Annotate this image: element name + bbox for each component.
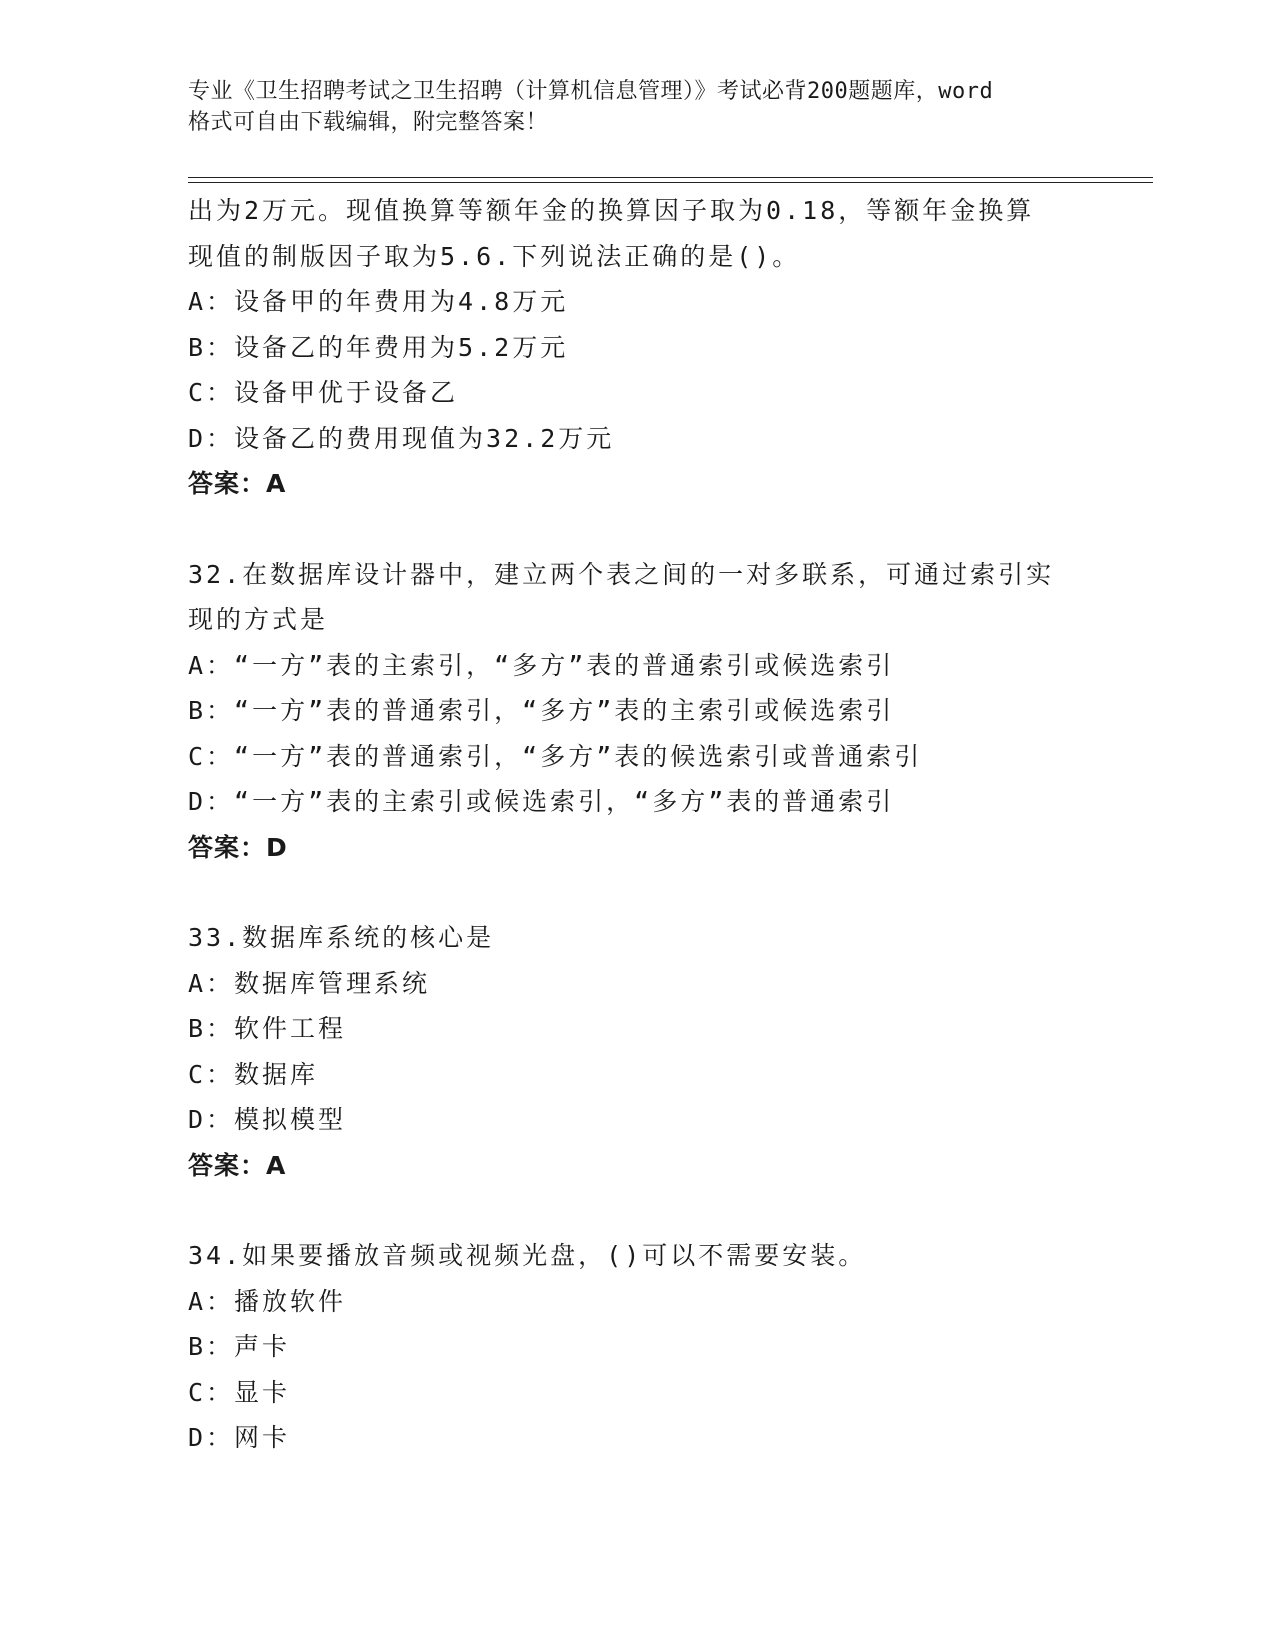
document-header (188, 76, 1108, 138)
question-block (188, 188, 1148, 507)
option-a: A：设备甲的年费用为4.8万元 (188, 287, 569, 316)
option-b: B：设备乙的年费用为5.2万元 (188, 332, 569, 362)
option-d: D：网卡 (188, 1423, 291, 1452)
question-text-line: 现值的制版因子取为5.6.下列说法正确的是()。 (188, 241, 801, 271)
option-d: D：“一方”表的主索引或候选索引，“多方”表的普通索引 (188, 787, 895, 816)
question-block (188, 1233, 1148, 1461)
option-d: D：模拟模型 (188, 1105, 347, 1134)
option-c: C：“一方”表的普通索引，“多方”表的候选索引或普通索引 (188, 741, 923, 771)
question-block (188, 552, 1148, 871)
answer-line: 答案：D (188, 832, 288, 862)
question-text-line: 出为2万元。现值换算等额年金的换算因子取为0.18，等额年金换算 (188, 196, 1035, 225)
answer-line: 答案：A (188, 1150, 287, 1180)
question-block (188, 915, 1148, 1188)
option-d: D：设备乙的费用现值为32.2万元 (188, 423, 615, 453)
option-b: B：“一方”表的普通索引，“多方”表的主索引或候选索引 (188, 696, 895, 725)
option-b: B：声卡 (188, 1332, 291, 1361)
option-c: C：设备甲优于设备乙 (188, 378, 459, 407)
question-text-line: 32.在数据库设计器中，建立两个表之间的一对多联系，可通过索引实 (188, 559, 1055, 589)
answer-line: 答案：A (188, 469, 287, 498)
header-divider-top (188, 177, 1153, 178)
header-divider-bottom (188, 182, 1153, 183)
header-line-1: 专业《卫生招聘考试之卫生招聘（计算机信息管理）》考试必背200题题库，word (188, 79, 994, 104)
option-b: B：软件工程 (188, 1014, 347, 1043)
option-a: A：“一方”表的主索引，“多方”表的普通索引或候选索引 (188, 650, 895, 680)
question-text-line: 现的方式是 (188, 605, 329, 634)
question-text-line: 33.数据库系统的核心是 (188, 923, 495, 952)
question-list (188, 188, 1148, 1461)
header-line-2: 格式可自由下载编辑，附完整答案！ (188, 110, 549, 135)
option-a: A：播放软件 (188, 1286, 347, 1316)
question-text-line: 34.如果要播放音频或视频光盘，()可以不需要安装。 (188, 1241, 867, 1270)
option-c: C：数据库 (188, 1059, 319, 1089)
option-a: A：数据库管理系统 (188, 968, 431, 998)
option-c: C：显卡 (188, 1377, 291, 1407)
